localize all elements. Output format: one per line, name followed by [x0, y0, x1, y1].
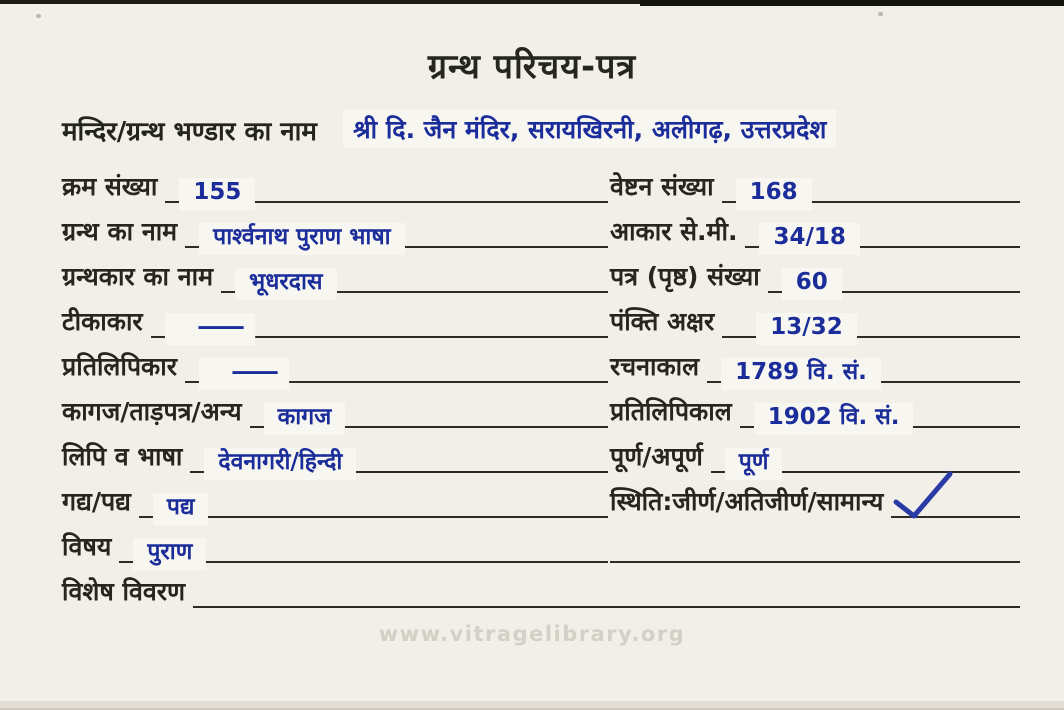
field-label: कागज/ताड़पत्र/अन्य — [62, 397, 242, 427]
field-label: टीकाकार — [62, 307, 143, 337]
rule-line — [139, 471, 608, 521]
scan-speck — [36, 14, 41, 18]
form-row — [62, 473, 610, 521]
field-value-handwritten-dash: — — [165, 313, 255, 345]
field-value-handwritten: 1789 वि. सं. — [721, 358, 881, 390]
form-row — [62, 518, 610, 566]
rule-line — [722, 291, 1020, 341]
field-value-handwritten: पूर्ण — [725, 448, 783, 480]
rule-line — [190, 426, 608, 476]
field-value-handwritten: 13/32 — [756, 313, 856, 345]
rule-line — [745, 201, 1020, 251]
field-label: मन्दिर/ग्रन्थ भण्डार का नाम — [62, 117, 317, 147]
field-value-handwritten: श्री दि. जैन मंदिर, सरायखिरनी, अलीगढ़, उत्तरप्रदेश — [343, 110, 836, 148]
form-row — [610, 158, 1022, 206]
field-value-handwritten: कागज — [264, 403, 346, 435]
form-row — [62, 428, 610, 476]
field-value-handwritten: पद्य — [153, 493, 209, 525]
field-value-handwritten: 34/18 — [759, 223, 859, 255]
rule-line — [610, 516, 1020, 563]
scan-speck — [878, 12, 883, 16]
field-label: विषय — [62, 532, 112, 562]
field-label: गद्य/पद्य — [62, 487, 131, 517]
field-label: विशेष विवरण — [62, 577, 186, 607]
form-row — [62, 563, 1022, 608]
rule-line — [891, 471, 1020, 518]
form-row — [610, 338, 1022, 386]
field-value-handwritten: देवनागरी/हिन्दी — [204, 448, 356, 480]
form-row — [62, 293, 610, 341]
field-value-handwritten: पुराण — [133, 538, 206, 570]
rule-line — [185, 336, 608, 386]
form-row — [610, 203, 1022, 251]
rule-line — [165, 156, 608, 206]
field-value-handwritten: 168 — [736, 178, 812, 210]
form-row — [62, 158, 610, 206]
catalog-form — [62, 158, 1022, 608]
form-row — [62, 383, 610, 431]
field-value-handwritten-dash: — — [199, 358, 289, 390]
field-label: क्रम संख्या — [62, 172, 158, 202]
field-label: रचनाकाल — [610, 352, 700, 382]
rule-line — [707, 336, 1020, 386]
field-value-handwritten: पार्श्वनाथ पुराण भाषा — [199, 223, 404, 255]
form-row — [610, 248, 1022, 296]
field-label: प्रतिलिपिकाल — [610, 397, 732, 427]
field-value-handwritten: 1902 वि. सं. — [754, 403, 914, 435]
field-value-handwritten: भूधरदास — [235, 268, 336, 300]
form-row — [610, 383, 1022, 431]
form-row-status — [610, 473, 1022, 518]
form-row — [610, 293, 1022, 341]
field-value-handwritten: 155 — [179, 178, 255, 210]
watermark: www.vitragelibrary.org — [378, 622, 686, 646]
field-label: ग्रन्थकार का नाम — [62, 262, 214, 292]
rule-line — [722, 156, 1020, 206]
form-row — [610, 428, 1022, 476]
field-value-handwritten: 60 — [782, 268, 842, 300]
field-label: पूर्ण/अपूर्ण — [610, 442, 703, 472]
form-row-repository-name — [62, 110, 1024, 148]
rule-line — [711, 426, 1020, 476]
form-row — [610, 518, 1022, 563]
form-row — [62, 338, 610, 386]
rule-line — [193, 561, 1020, 608]
scan-bottom-edge-artifact — [0, 701, 1064, 710]
page-title: ग्रन्थ परिचय-पत्र — [427, 47, 637, 87]
field-label: ग्रन्थ का नाम — [62, 217, 178, 247]
rule-line — [740, 381, 1020, 431]
rule-line — [221, 246, 608, 296]
rule-line — [768, 246, 1020, 296]
field-label: प्रतिलिपिकार — [62, 352, 177, 382]
rule-line — [119, 516, 608, 566]
field-label: पत्र (पृष्ठ) संख्या — [610, 262, 760, 292]
rule-line — [250, 381, 608, 431]
field-label: आकार से.मी. — [610, 217, 738, 247]
scan-top-edge-artifact — [640, 0, 1064, 6]
form-row — [62, 203, 610, 251]
field-label: पंक्ति अक्षर — [610, 307, 715, 337]
field-label: वेष्टन संख्या — [610, 172, 714, 202]
field-label: लिपि व भाषा — [62, 442, 183, 472]
form-row — [62, 248, 610, 296]
rule-line — [151, 291, 608, 341]
field-label: स्थिति:जीर्ण/अतिजीर्ण/सामान्य — [610, 487, 884, 517]
rule-line — [185, 201, 608, 251]
